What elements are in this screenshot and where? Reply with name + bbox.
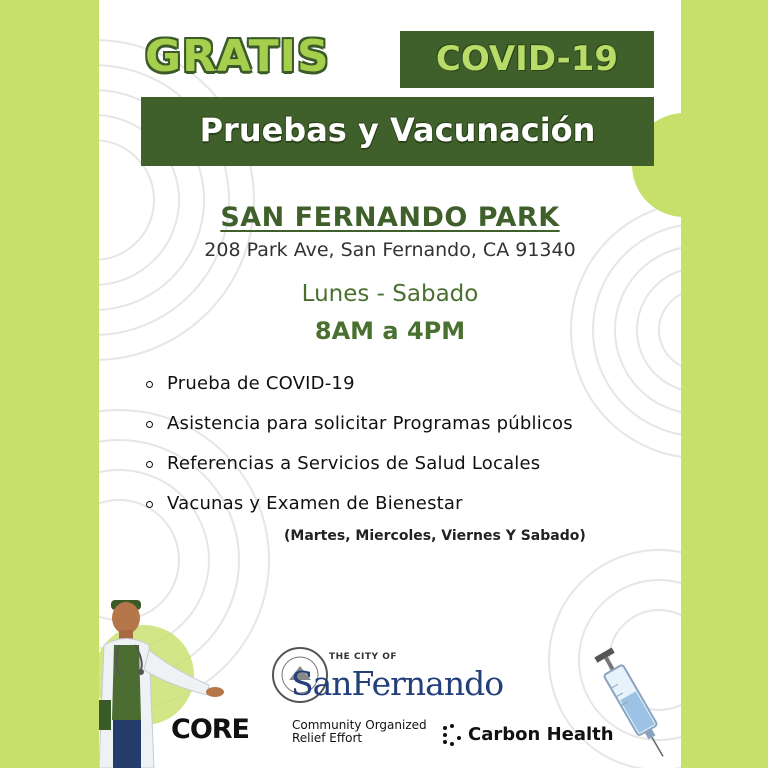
gratis-heading: GRATIS <box>145 31 330 82</box>
services-note: (Martes, Miercoles, Viernes Y Sabado) <box>284 528 586 544</box>
syringe-icon <box>594 635 669 768</box>
core-logo: CORE <box>171 714 250 745</box>
city-name: SanFernando <box>291 664 504 703</box>
location-address: 208 Park Ave, San Fernando, CA 91340 <box>204 239 576 261</box>
core-tagline <box>292 719 442 745</box>
page-title: Pruebas y Vacunación <box>141 97 654 166</box>
service-label: Vacunas y Examen de Bienestar <box>167 493 463 514</box>
services-list <box>146 370 676 530</box>
schedule-hours: 8AM a 4PM <box>314 317 466 345</box>
service-label: Referencias a Servicios de Salud Locales <box>167 453 541 474</box>
core-tagline-line2: Relief Effort <box>292 731 363 745</box>
list-item <box>146 410 676 450</box>
flyer <box>99 0 681 768</box>
covid-heading: COVID-19 <box>400 31 654 88</box>
core-tagline-line1: Community Organized <box>292 718 427 732</box>
list-item <box>146 490 676 530</box>
carbon-health-label: Carbon Health <box>468 724 614 745</box>
city-logo <box>271 646 511 706</box>
bullet-icon <box>146 501 153 508</box>
service-label: Prueba de COVID-19 <box>167 373 355 394</box>
bullet-icon <box>146 381 153 388</box>
bullet-icon <box>146 421 153 428</box>
schedule-days: Lunes - Sabado <box>301 281 479 307</box>
carbon-dots-icon <box>441 724 463 746</box>
location-name: SAN FERNANDO PARK <box>220 202 560 233</box>
city-small-label: THE CITY OF <box>329 652 397 662</box>
list-item <box>146 370 676 410</box>
bullet-icon <box>146 461 153 468</box>
list-item <box>146 450 676 490</box>
service-label: Asistencia para solicitar Programas públicos <box>167 413 573 434</box>
